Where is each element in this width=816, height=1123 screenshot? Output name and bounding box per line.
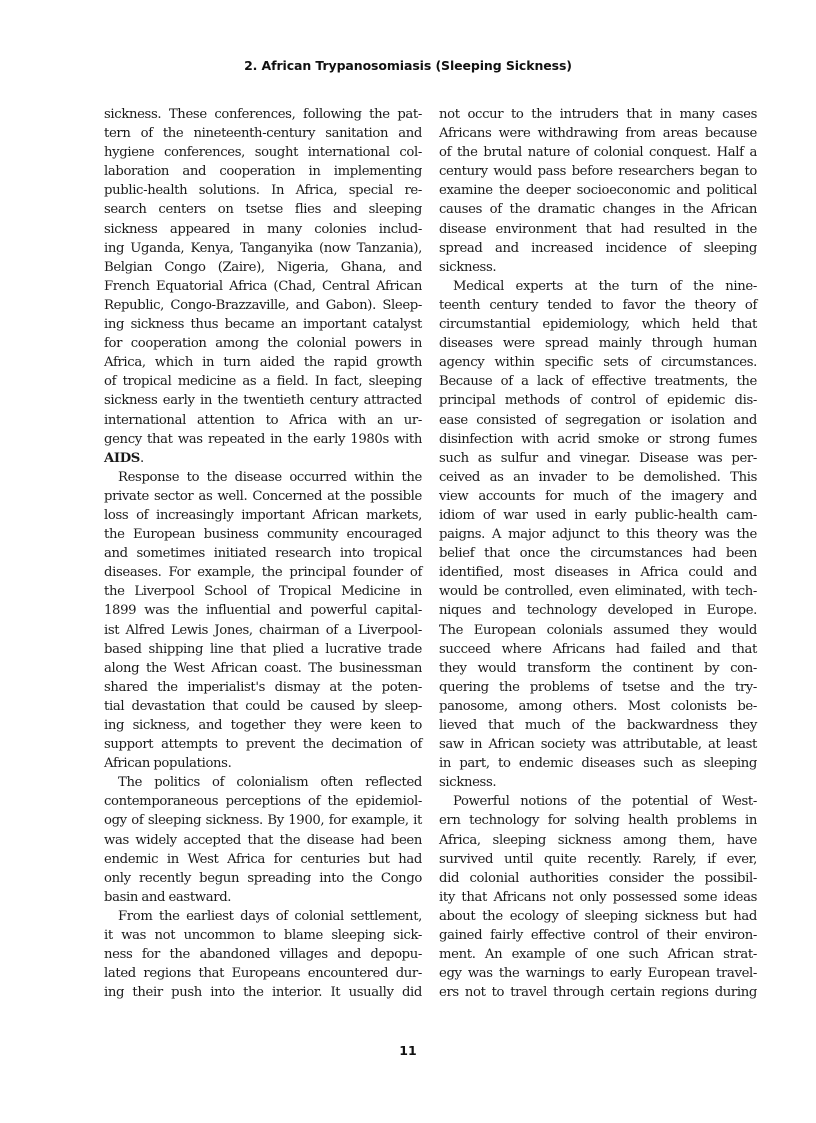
text-line: lated regions that Europeans encountered dur- bbox=[104, 966, 422, 982]
text-line: private sector as well. Concerned at the possible bbox=[104, 488, 422, 504]
text-line: causes of the dramatic changes in the African bbox=[439, 202, 757, 218]
text-line: century would pass before researchers began to bbox=[439, 164, 757, 180]
text-line: tial devastation that could be caused by sleep- bbox=[104, 698, 422, 714]
text-line: quering the problems of tsetse and the try- bbox=[439, 679, 757, 695]
text-line: niques and technology developed in Europe. bbox=[439, 603, 757, 619]
text-line bbox=[104, 449, 422, 468]
punctuation: . bbox=[139, 450, 144, 466]
text-line: not occur to the intruders that in many cases bbox=[439, 107, 757, 122]
text-line: Powerful notions of the potential of West- bbox=[453, 794, 757, 810]
text-line: The European colonials assumed they would bbox=[439, 622, 757, 638]
text-line: Response to the disease occurred within the bbox=[118, 469, 422, 485]
text-line: Africa, sleeping sickness among them, have bbox=[439, 832, 757, 848]
left-column bbox=[104, 105, 422, 1002]
right-column bbox=[439, 105, 757, 1002]
text-line: French Equatorial Africa (Chad, Central African bbox=[104, 278, 422, 294]
text-line: ceived as an invader to be demolished. This bbox=[439, 469, 757, 485]
text-line: The politics of colonialism often reflected bbox=[118, 775, 422, 791]
text-line: gained fairly effective control of their environ- bbox=[439, 928, 757, 944]
text-line: circumstantial epidemiology, which held that bbox=[439, 317, 757, 333]
text-line: endemic in West Africa for centuries but had bbox=[104, 851, 422, 867]
text-line: the Liverpool School of Tropical Medicine in bbox=[104, 584, 422, 600]
text-line: laboration and cooperation in implementing bbox=[104, 164, 422, 180]
text-line: sickness. These conferences, following the pat- bbox=[104, 107, 422, 122]
text-line: Belgian Congo (Zaire), Nigeria, Ghana, and bbox=[104, 259, 422, 275]
text-line: based shipping line that plied a lucrative trade bbox=[104, 641, 422, 657]
text-line: the European business community encouraged bbox=[104, 527, 422, 543]
text-line: belief that once the circumstances had been bbox=[439, 546, 757, 562]
text-line: identified, most diseases in Africa could and bbox=[439, 565, 757, 581]
text-line: public-health solutions. In Africa, special re- bbox=[104, 183, 422, 199]
text-line: ing their push into the interior. It usually did bbox=[104, 985, 422, 1001]
text-line: survived until quite recently. Rarely, if ever, bbox=[439, 851, 757, 867]
text-line: ist Alfred Lewis Jones, chairman of a Liverpool- bbox=[104, 622, 422, 638]
text-line: tern of the nineteenth-century sanitation and bbox=[104, 126, 422, 142]
text-line: hygiene conferences, sought international col- bbox=[104, 145, 422, 161]
text-line: ern technology for solving health problems in bbox=[439, 813, 757, 829]
text-line: sickness. bbox=[439, 259, 497, 275]
text-line: Africa, which in turn aided the rapid growth bbox=[104, 355, 422, 371]
text-line: diseases. For example, the principal founder of bbox=[104, 565, 422, 581]
text-line: international attention to Africa with an ur- bbox=[104, 412, 422, 428]
text-line: for cooperation among the colonial powers in bbox=[104, 336, 422, 352]
text-line: view accounts for much of the imagery and bbox=[439, 488, 757, 504]
text-line: Republic, Congo-Brazzaville, and Gabon). Sleep- bbox=[104, 297, 422, 313]
text-line: succeed where Africans had failed and that bbox=[439, 641, 757, 657]
text-line: ing Uganda, Kenya, Tanganyika (now Tanzania), bbox=[104, 240, 422, 256]
text-line: African populations. bbox=[104, 756, 232, 772]
text-line: egy was the warnings to early European travel- bbox=[439, 966, 757, 982]
page-number: 11 bbox=[399, 1043, 417, 1058]
text-line: only recently begun spreading into the Congo bbox=[104, 870, 422, 886]
text-line: was widely accepted that the disease had been bbox=[104, 832, 422, 848]
text-line: diseases were spread mainly through human bbox=[439, 336, 757, 352]
text-line: of tropical medicine as a field. In fact, sleeping bbox=[104, 374, 422, 390]
text-line: ing sickness thus became an important catalyst bbox=[104, 317, 422, 333]
text-line: basin and eastward. bbox=[104, 889, 232, 905]
running-head: 2. African Trypanosomiasis (Sleeping Sickness) bbox=[244, 58, 572, 73]
text-line: teenth century tended to favor the theory of bbox=[439, 297, 757, 313]
text-line: ment. An example of one such African strat- bbox=[439, 947, 757, 963]
text-line: of the brutal nature of colonial conquest. Half a bbox=[439, 145, 757, 161]
text-line: ease consisted of segregation or isolation and bbox=[439, 412, 757, 428]
bold-term: AIDS bbox=[104, 450, 140, 466]
text-line: disinfection with acrid smoke or strong fumes bbox=[439, 431, 757, 447]
text-line: ers not to travel through certain regions during bbox=[439, 985, 757, 1001]
text-line: they would transform the continent by con- bbox=[439, 660, 757, 676]
text-line: about the ecology of sleeping sickness but had bbox=[439, 908, 757, 924]
text-line: ness for the abandoned villages and depopu- bbox=[104, 947, 422, 963]
text-line: disease environment that had resulted in the bbox=[439, 221, 757, 237]
text-line: 1899 was the influential and powerful capital- bbox=[104, 603, 422, 619]
text-line: Africans were withdrawing from areas because bbox=[439, 126, 757, 142]
text-line: lieved that much of the backwardness they bbox=[439, 718, 757, 733]
text-line: support attempts to prevent the decimation of bbox=[104, 737, 422, 753]
text-line: idiom of war used in early public-health cam- bbox=[439, 507, 757, 523]
text-line: panosome, among others. Most colonists be- bbox=[439, 698, 757, 714]
text-line: sickness. bbox=[439, 775, 497, 791]
text-line: contemporaneous perceptions of the epidemiol- bbox=[104, 794, 422, 810]
text-line: shared the imperialist's dismay at the poten- bbox=[104, 679, 422, 695]
text-line: ogy of sleeping sickness. By 1900, for example, it bbox=[104, 813, 422, 829]
text-line: in part, to endemic diseases such as sleeping bbox=[439, 756, 757, 772]
text-line: Because of a lack of effective treatments, the bbox=[439, 374, 757, 390]
text-line: search centers on tsetse flies and sleeping bbox=[104, 202, 422, 218]
text-line: sickness early in the twentieth century attracted bbox=[104, 393, 422, 409]
text-line: agency within specific sets of circumstances. bbox=[439, 355, 757, 371]
text-line: sickness appeared in many colonies includ- bbox=[104, 221, 422, 237]
text-line: along the West African coast. The businessman bbox=[104, 660, 422, 676]
text-line: examine the deeper socioeconomic and political bbox=[439, 183, 757, 199]
text-line: principal methods of control of epidemic dis- bbox=[439, 393, 757, 409]
text-line: loss of increasingly important African markets, bbox=[104, 507, 422, 523]
text-line: Medical experts at the turn of the nine- bbox=[453, 278, 757, 294]
text-line: would be controlled, even eliminated, with tech- bbox=[439, 584, 757, 600]
text-line: did colonial authorities consider the possibil- bbox=[439, 870, 757, 886]
text-line: and sometimes initiated research into tropical bbox=[104, 546, 422, 562]
text-line: spread and increased incidence of sleeping bbox=[439, 240, 757, 256]
text-line: gency that was repeated in the early 1980s with bbox=[104, 431, 422, 447]
text-line: it was not uncommon to blame sleeping sick- bbox=[104, 928, 422, 944]
text-line: saw in African society was attributable, at least bbox=[439, 737, 757, 753]
text-line: ity that Africans not only possessed some ideas bbox=[439, 889, 757, 905]
text-line: paigns. A major adjunct to this theory was the bbox=[439, 527, 757, 543]
text-line: ing sickness, and together they were keen to bbox=[104, 718, 422, 733]
text-line: From the earliest days of colonial settlement, bbox=[118, 908, 422, 924]
text-line: such as sulfur and vinegar. Disease was per- bbox=[439, 450, 757, 466]
